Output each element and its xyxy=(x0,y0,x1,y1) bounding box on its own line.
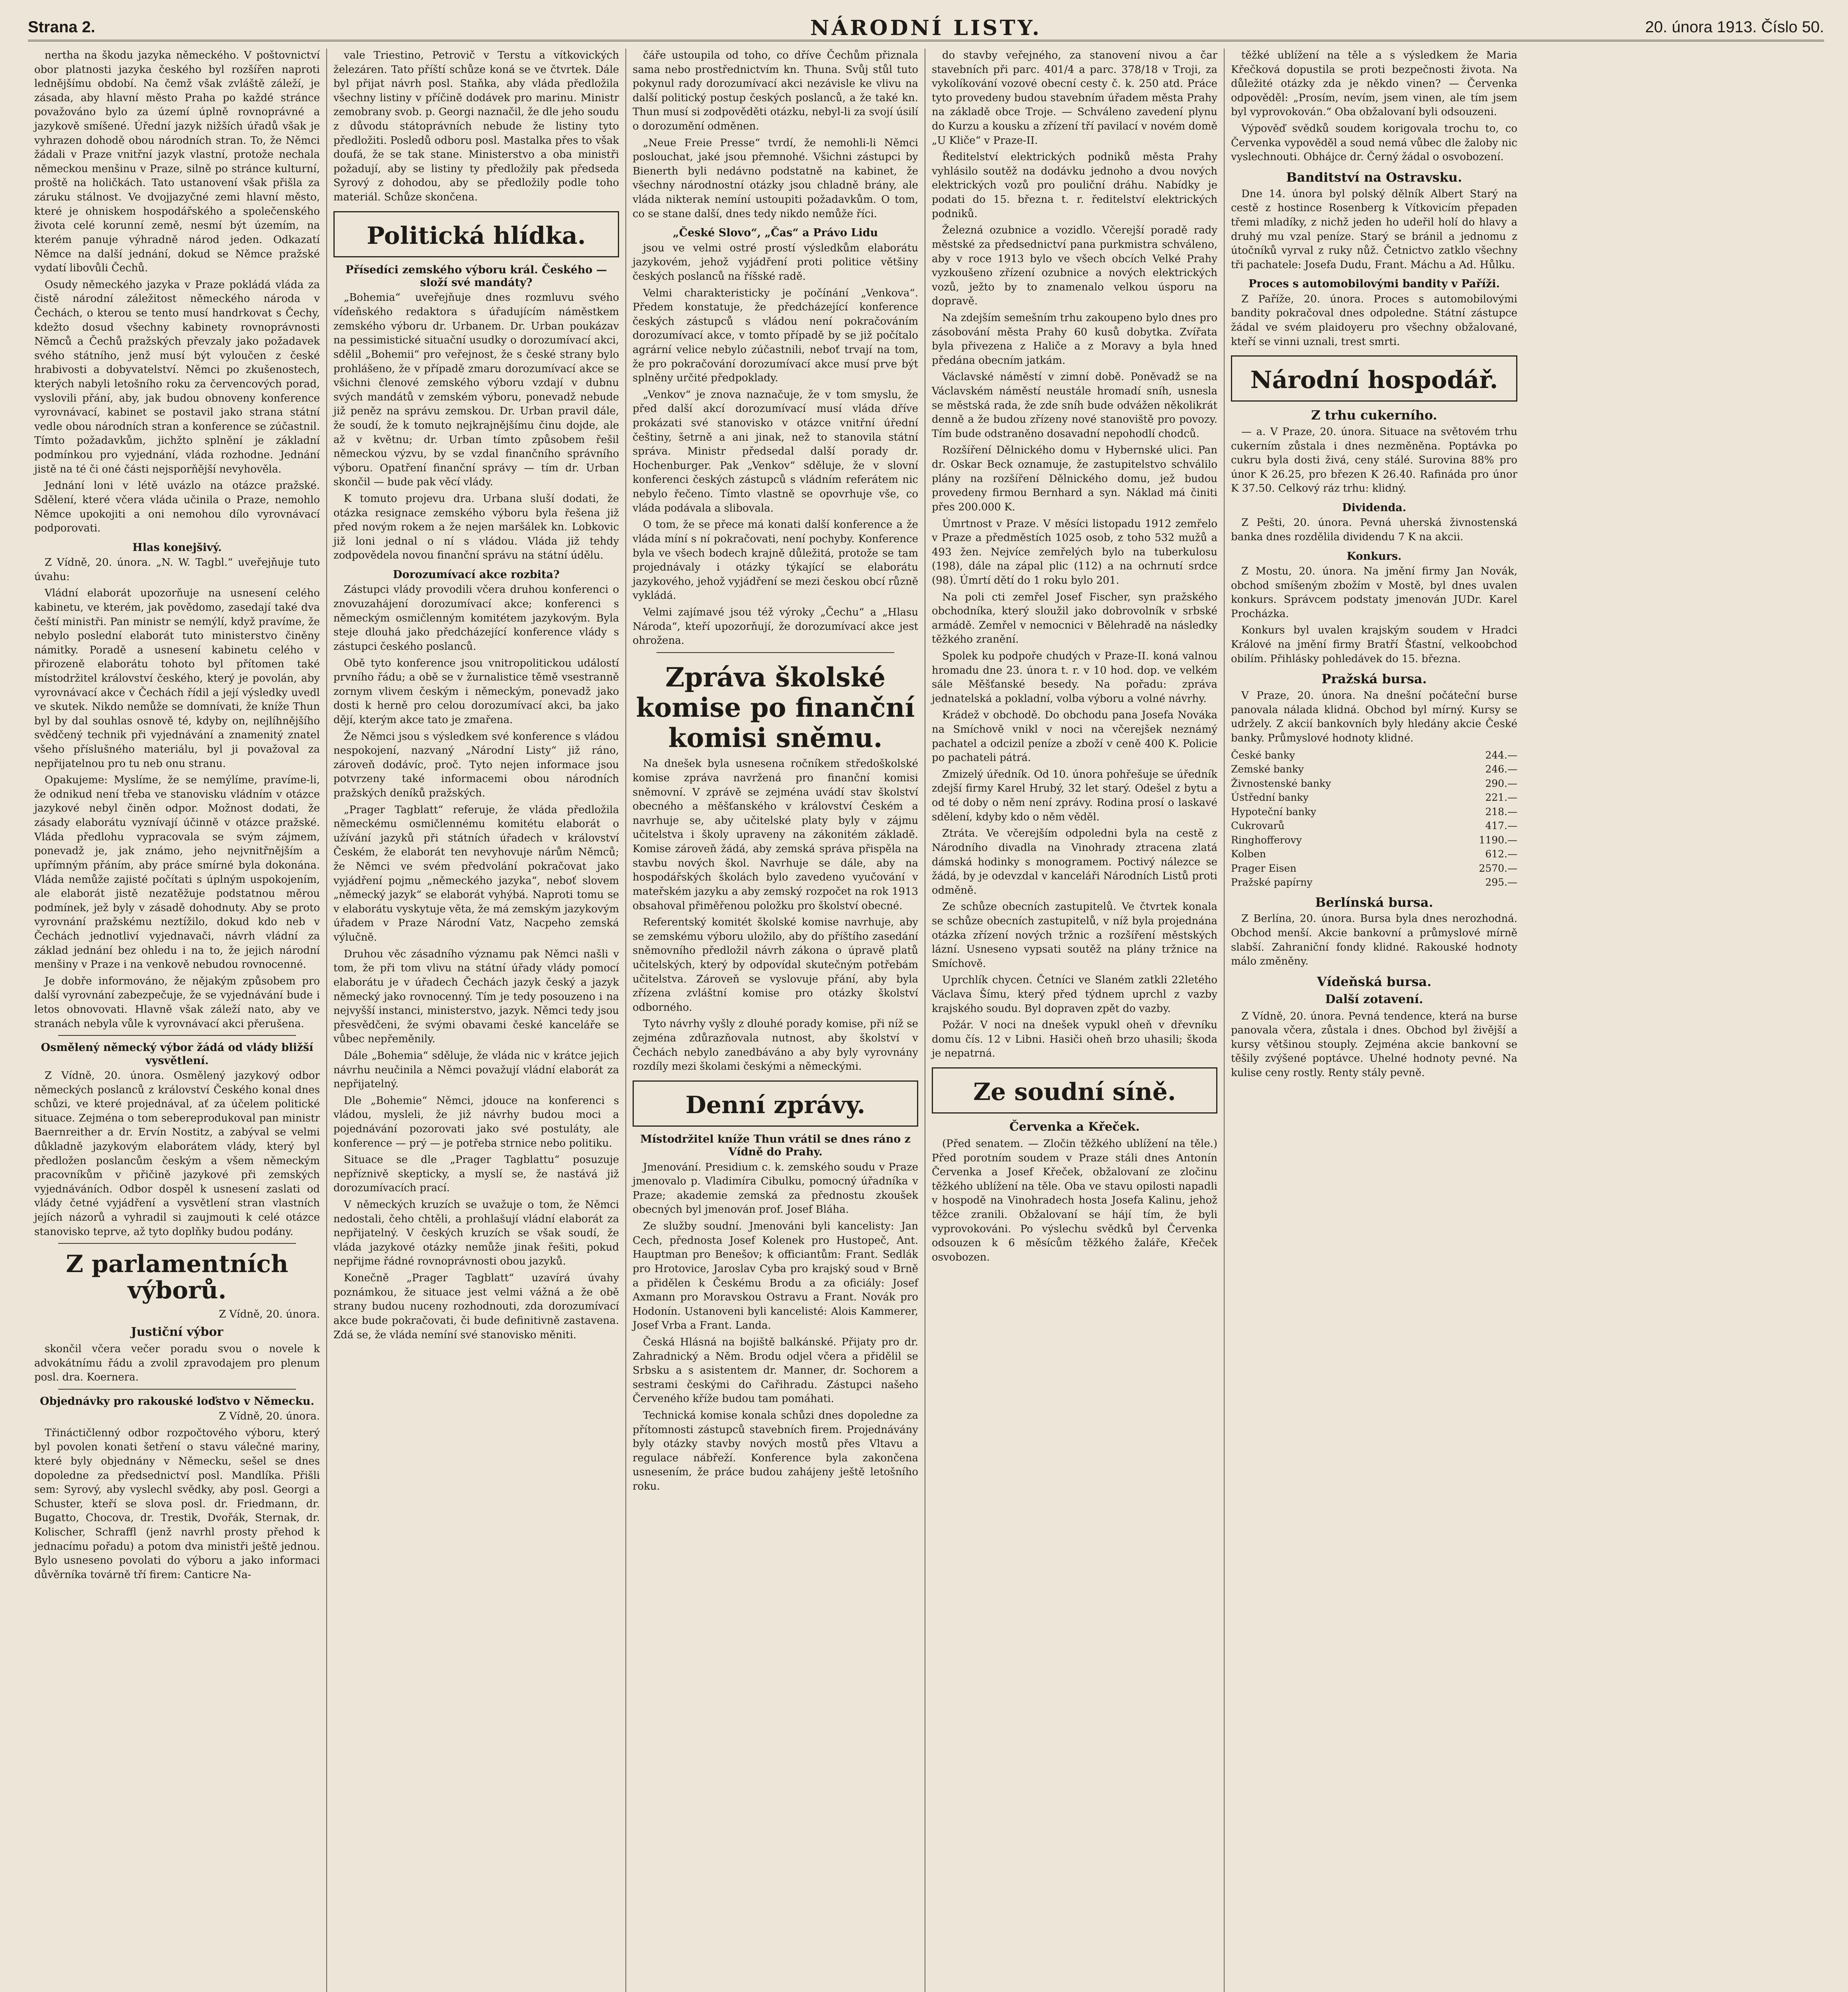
stock-name: Pražské papírny xyxy=(1231,876,1313,888)
page-number: Strana 2. xyxy=(28,18,95,36)
article-text: Vládní elaborát upozorňuje na usnesení celého kabinetu, ve kterém, jak povědomo, zasedají také dva čeští ministři. Pan ministr se nemýlí, když pravíme, že nebylo poslední elaborát tuto ministerstvo činěny námitky. Poradě a usnesení kabinetu celého v přirozeně elaborátu tohoto byl přítomen také místodržitel království českého, který je povolán, aby vyrovnávací akce v Čechách řídil a její výsledky uvedl ve skutek. Nikdo nemůže se domnívati, že kníže Thun byl by dal souhlas osnově té, kdyby on, nejlíhnějšího svědčený technik při vyjednávání a znamenitý znatel všeho příslušného materiálu, byl ji považoval za nepřijatelnou pro tu neb onu stranu. xyxy=(34,587,320,770)
article-heading: Z trhu cukerního. xyxy=(1311,408,1437,423)
article-text: O tom, že se přece má konati další konference a že vláda míní s ní pokračovati, není pochyby. Konference byla ve všech bodech krajně důležitá, protože se tam projednávaly i otázky týkající se elaborátu jazykového, jehož vyjádření se mezi českou obcí různě vykládá. xyxy=(633,519,918,602)
stock-row xyxy=(1231,861,1517,876)
politics-box xyxy=(333,211,619,257)
article-heading: Proces s automobilovými bandity v Paříži. xyxy=(1248,278,1500,290)
article-text: Velmi zajímavé jsou též výroky „Čechu“ a „Hlasu Národa“, kteří upozorňují, že dorozumívací akce jest ohrožena. xyxy=(633,606,918,647)
article-text: Dne 14. února byl polský dělník Albert Starý na cestě z hostince Rosenberg k Vítkovicím přepaden třemi mladíky, z nichž jeden ho udeřil holí do hlavy a druhý mu vzal peníze. Starý se bránil a jednomu z útočníků vyrval z ruky nůž. Četnictvo zatklo všechny tři pachatele: Josefa Dudu, Frant. Máchu a Ad. Hůlku. xyxy=(1231,188,1517,271)
stock-name: Hypoteční banky xyxy=(1231,806,1317,818)
column-4 xyxy=(925,49,1225,1992)
article-text: Jednání loni v létě uvázlo na otázce pražské. Sdělení, které včera vláda učinila o Praze, nemohlo Němce upokojiti a oni nemohou dílo vyrovnávací podporovati. xyxy=(34,480,320,535)
stock-row xyxy=(1231,776,1517,791)
article-text: Z Paříže, 20. února. Proces s automobilovými bandity pokračoval dnes odpoledne. Státní zástupce žádal ve svém plaidoyeru pro všechny obžalované, kteří se vinni uznali, trest smrti. xyxy=(1231,293,1517,348)
article-text: vale Triestino, Petrovič v Terstu a vítkovických železáren. Tato příští schůze koná se ve čtvrtek. Dále byl přijat návrh posl. Staňka, aby vláda předložila všechny listiny v příčině dodávek pro marinu. Ministr zemobrany svob. p. Georgi naznačil, že dle jeho soudu z důvodu státoprávních nebude že listiny tyto předložiti. Posledů odboru posl. Mastalka přes to však doufá, že se tak stane. Ministerstvo a oba ministři požadují, aby se listiny ty předložily pak předseda Syrový z dohodou, aby se předložily podle toho materiál. Schůze skončena. xyxy=(333,49,619,204)
article-text: Z Pešti, 20. února. Pevná uherská živnostenská banka dnes rozdělila dividendu 7 K na akcii. xyxy=(1231,517,1517,543)
article-text: Spolek ku podpoře chudých v Praze-II. koná valnou hromadu dne 23. února t. r. v 10 hod. dop. ve velkém sále Měšťanské besedy. Na pořadu: zpráva jednatelská a pokladní, volba výboru a volné návrhy. xyxy=(932,650,1217,705)
divider xyxy=(58,1243,296,1244)
stock-value: 221.— xyxy=(1485,792,1517,803)
article-text: K tomuto projevu dra. Urbana sluší dodati, že otázka resignace zemského výboru byla řešena již před novým rokem a že nejen maršálek kn. Lobkovic již loni jednal o ní s vládou. Vláda již tehdy zodpovědela novou finanční správu na státní údělu. xyxy=(333,493,619,562)
article-text: jsou ve velmi ostré prostí výsledkům elaborátu jazykovém, jehož vyjádření proti politice většiny českých poslanců na říšské radě. xyxy=(633,242,918,282)
section-heading: Zpráva školské komise po finanční komisi sněmu. xyxy=(636,661,915,753)
stock-value: 290.— xyxy=(1485,777,1517,789)
stock-name: Cukrovarů xyxy=(1231,820,1285,831)
section-heading: Ze soudní síně. xyxy=(973,1078,1176,1106)
issue-date: 20. února 1913. Číslo 50. xyxy=(1645,18,1824,36)
article-text: Třináctičlenný odbor rozpočtového výboru, který byl povolen konati šetření o stavu válečné mariny, které byly objednány v Německu, sešel se dnes dopoledne za předsednictví posl. Mandlíka. Přišli sem: Syrový, aby vyslechl svědky, aby posl. Georgi a Schuster, kteří se slova posl. dr. Friedmann, dr. Bugatto, Chocova, dr. Trestik, Dvořák, Sternak, dr. Kolischer, Schraffl (jenž navrhl prosty přehod k jednacímu pořadu) a potom dva ministři ještě jednou. Bylo usneseno povolati do výboru a jako informaci důvěrníka továrně tří firem: Canticre Na- xyxy=(34,1427,320,1581)
article-subheading: Další zotavení. xyxy=(1325,992,1423,1006)
article-text: „Prager Tagblatt“ referuje, že vláda předložila německému osmičlennému komitétu elaborát o užívání jazyků při státních úřadech v království Českém, že elaborát ten nevyhovuje nárům Němců; že Němci ve svém předvolání pokračovat jako vyjádření pojmu „německého jazyka“, neboť slovem „německý jazyk“ se elaborát vyhýbá. Naproti tomu se v elaborátu vyskytuje věta, že má zemským jazykovým úřadem v Praze Národní Vatz, Nacpeho zemská výlučně. xyxy=(333,804,619,944)
stock-name: Ústřední banky xyxy=(1231,792,1309,803)
article-heading: Konkurs. xyxy=(1346,550,1402,563)
article-text: Na poli cti zemřel Josef Fischer, syn pražského obchodníka, který sloužil jako dobrovolník v srbské armádě. Zemřel v nemocnici v Bělehradě na následky těžkého zranění. xyxy=(932,591,1217,646)
article-text: Požár. V noci na dnešek vypukl oheň v dřevníku domu čís. 12 v Libni. Hasiči oheň brzo uhasili; škoda je nepatrná. xyxy=(932,1019,1217,1060)
article-text: do stavby veřejného, za stanovení nivou a čar stavebních při parc. 401/4 a parc. 378/18 v Troji, za vykolíkování vozové obecní cesty č. k. 250 atd. Práce tyto provedeny budou stavebním úřadem města Prahy na základě obce Troje. — Schváleno zavedení plynu do Kurzu a kousku a zřízení tří pavilací v novém domě „U Kliče“ v Praze-II. xyxy=(932,49,1217,147)
article-text: Ze služby soudní. Jmenováni byli kancelisty: Jan Cech, přednosta Josef Kolenek pro Hustopeč, Ant. Hauptman pro Benešov; k officiantům: Frant. Sedlák pro Hrotovice, Jaroslav Cyba pro krajský soud v Brně a přidělen k Českému Brodu a za oficiály: Josef Axmann pro Moravskou Ostravu a Frant. Novák pro Hodonín. Ustanoveni byli kancelisté: Alois Kammerer, Josef Vrba a Frant. Landa. xyxy=(633,1220,918,1332)
stock-value: 244.— xyxy=(1485,749,1517,761)
stock-row xyxy=(1231,833,1517,847)
article-text: Tyto návrhy vyšly z dlouhé porady komise, při níž se zejména zdůrazňovala nutnost, aby školství v Čechách nebylo zanedbáváno a aby byly vyrovnány rozdíly mezi školami českými a německými. xyxy=(633,1018,918,1073)
article-text: Konkurs byl uvalen krajským soudem v Hradci Králové na jmění firmy Bratří Šťastní, velkoobchod obilím. Přihlásky pohledávek do 15. března. xyxy=(1231,624,1517,665)
article-heading: Dorozumívací akce rozbita? xyxy=(393,569,560,581)
stock-value: 218.— xyxy=(1485,806,1517,818)
article-text: Uprchlík chycen. Četníci ve Slaném zatkli 22letého Václava Šímu, který před týdnem uprchl z vazby krajského soudu. Byl dopraven zpět do vazby. xyxy=(932,974,1217,1015)
article-text: čáře ustoupila od toho, co dříve Čechům přiznala sama nebo prostřednictvím kn. Thuna. Svůj stůl tuto pokynul rady dorozumívací akci nezávisle ke vlivu na další politický postup českých poslanců, a že také kn. Thun musí si zodpověděti otázku, nebyl-li za svojí úsilí o dorozumění odměnen. xyxy=(633,49,918,133)
article-text: „Neue Freie Presse“ tvrdí, že nemohli-li Němci poslouchat, jaké jsou přemnohé. Všichni zástupci by Bienerth byli nedávno podstatně na kabinet, že všechny národnostní otázky jsou chladně brány, ale vláda nikterak nemíní ustoupiti požadavkům. O tom, co se stane další, dnes tedy nikdo nemůže říci. xyxy=(633,137,918,220)
section-heading: Národní hospodář. xyxy=(1250,366,1498,394)
article-text: Zástupci vlády provodili včera druhou konferenci o znovuzahájení dorozumívací akce; konferenci s německým osmičlenným komitétem jazykovým. Byla steje dlouhá jako předcházející konference vlády s zástupci českého poslanců. xyxy=(333,584,619,653)
article-text: Železná ozubnice a vozidlo. Včerejší poradě rady městské za předsednictví pana purkmistra schváleno, aby v roce 1913 bylo ve všech obcích Velké Prahy vyzkoušeno zřízení ozubnice a nových elektrických vozů, ježto by to znamenalo velkou úsporu na dopravě. xyxy=(932,224,1217,308)
article-heading: Berlínská bursa. xyxy=(1315,894,1433,910)
article-text: těžké ublížení na těle a s výsledkem že Maria Křečková dopustila se proti bezpečnosti života. Na důležité otázky zda je někdo vinen? — Červenka odpověděl: „Prosím, nevím, jsem vinen, ale tím jsem byl vyprovokován.“ Oba obžalovaní byli odsouzeni. xyxy=(1231,49,1517,118)
article-subheading: Červenka a Křeček. xyxy=(1009,1120,1140,1134)
article-text: Václavské náměstí v zimní době. Poněvadž se na Václavském náměstí neustále hromadí sníh, usnesla se městská rada, že zde sníh bude odvážen několikrát denně a že budou zřízeny nové stanoviště pro povozy. Tím bude odstraněno dosavadní nepohodlí chodců. xyxy=(932,371,1217,440)
stock-name: Kolben xyxy=(1231,848,1266,860)
dateline: Z Vídně, 20. února. xyxy=(219,1410,320,1423)
article-text: Krádež v obchodě. Do obchodu pana Josefa Nováka na Smíchově vnikl v noci na včerejšek neznámý pachatel a odcizil peníze a zboží v ceně 400 K. Policie po pachateli pátrá. xyxy=(932,709,1217,764)
article-text: skončil včera večer poradu svou o novele k advokátnímu řádu a zvolil zpravodajem pro plenum posl. dra. Koernera. xyxy=(34,1343,320,1384)
stock-row xyxy=(1231,762,1517,776)
news-box xyxy=(633,1080,918,1127)
article-text: Na zdejším semešním trhu zakoupeno bylo dnes pro zásobování města Prahy 60 kusů dobytka. Zvířata byla přivezena z Haliče a z Moravy a byla hned předána obecním jatkám. xyxy=(932,312,1217,367)
article-text: — a. V Praze, 20. února. Situace na světovém trhu cukerním zůstala i dnes nezměněna. Poptávka po cukru byla dosti živá, ceny stálé. Surovina 88% pro únor K 26.25, pro březen K 26.40. Rafináda pro únor K 37.50. Celkový ráz trhu: klidný. xyxy=(1231,425,1517,495)
newspaper-title: NÁRODNÍ LISTY. xyxy=(810,16,1042,40)
article-text: Je dobře informováno, že nějakým způsobem pro další vyrovnání zabezpečuje, že se vyjednávání bude i letos obnovovati. Hlavně však záleží nato, aby ve stranách nebyla vůle k vyrovnávací akci přerušena. xyxy=(34,975,320,1030)
stock-row xyxy=(1231,819,1517,833)
article-heading: Pražská bursa. xyxy=(1321,671,1427,687)
section-heading: Z parlamentních výborů. xyxy=(66,1250,288,1305)
article-text: (Před senatem. — Zločin těžkého ublížení na těle.) Před porotním soudem v Praze stáli dnes Antonín Červenka a Josef Křeček, obžalovaní ze zločinu těžkého ublížení na těle. Oba ve stavu opilosti napadli v hospodě na Vinohradech hosta Josefa Kalinu, jehož těžce zranili. Obžalovaní se hájí tím, že byli vyprovokováni. Po výslechu svědků byl Červenka odsouzen k 6 měsícům těžkého žaláře, Křeček osvobozen. xyxy=(932,1138,1217,1263)
stock-name: České banky xyxy=(1231,749,1295,761)
column-1 xyxy=(28,49,327,1992)
section-heading: Denní zprávy. xyxy=(685,1091,866,1119)
article-text: Ze schůze obecních zastupitelů. Ve čtvrtek konala se schůze obecních zastupitelů, v níž byla projednána otázka zřízení nových tržnic a rozšíření městských lázní. Usneseno vypsati soutěž na plány tržnice na Smíchově. xyxy=(932,901,1217,970)
article-heading: Objednávky pro rakouské loďstvo v Německu. xyxy=(40,1395,314,1408)
article-text: Na dnešek byla usnesena ročníkem středoškolské komise zpráva navržená pro finanční komisi sněmovní. V zprávě se zejména uvádí stav školství obecného a měšťanského v království Českém a navrhuje se, aby učitelské platy byly v zájmu učitelstva i školy upraveny na zákonitém základě. Komise zároveň žádá, aby zemská správa přispěla na stavbu nových škol. Navrhuje se dále, aby na hospodářských školách bylo zavedeno vyučování v mateřském jazyku a aby zemský rozpočet na rok 1913 obsahoval přiměřenou položku pro školství obecné. xyxy=(633,758,918,912)
stock-row xyxy=(1231,748,1517,763)
article-text: Dle „Bohemie“ Němci, jdouce na konferenci s vládou, mysleli, že již návrhy budou moci a pojednávání pozorovati jako své postuláty, ale konference — prý — je potřeba strnice nebo politiku. xyxy=(333,1094,619,1149)
article-text: Obě tyto konference jsou vnitropolitickou událostí prvního řádu; a obě se v žurnalistice těmě vsestranně zornym vlivem českým i německým, ponevadž jako dosti k herně pro celou dorozumívací akci, ba jako dějí, kterým akce tato je zmařena. xyxy=(333,657,619,726)
article-text: Dále „Bohemia“ sděluje, že vláda nic v krátce jejich návrhu neučinila a Němci považují vládní elaborát za nepřijatelný. xyxy=(333,1049,619,1090)
dateline: Z Vídně, 20. února. „N. W. Tagbl.“ uveřejňuje tuto úvahu: xyxy=(34,557,320,583)
article-text: Zmizelý úředník. Od 10. února pohřešuje se úředník zdejší firmy Karel Hrubý, 32 let starý. Odešel z bytu a od té doby o něm není zprávy. Rodina prosí o laskavé sdělení, kdyby kdo o něm věděl. xyxy=(932,768,1217,823)
article-heading: Osmělený německý výbor žádá od vlády bližší vysvětlení. xyxy=(41,1041,314,1067)
article-text: Konečně „Prager Tagblatt“ uzavírá úvahy poznámkou, že situace jest velmi vážná a že obě strany budou nuceny rozhodnouti, zda dorozumívací akce bude pokračovati, či bude definitivně zastavena. Zdá se, že vláda nemíní své stanovisko měniti. xyxy=(333,1272,619,1341)
court-box xyxy=(932,1067,1217,1114)
stock-value: 2570.— xyxy=(1479,862,1517,874)
article-text: Česká Hlásná na bojiště balkánské. Přijaty pro dr. Zahradnický a Něm. Brodu odjel včera a přidělil se Srbsku a s asistentem dr. Manner, dr. Sochorem a sestrami českými do Cařihradu. Zástupci našeho Červeného kříže budou tam pomáhati. xyxy=(633,1336,918,1405)
stock-row xyxy=(1231,875,1517,890)
section-heading: Politická hlídka. xyxy=(366,222,586,250)
article-heading: Přísedíci zemského výboru král. Českého — složí své mandáty? xyxy=(345,263,607,289)
stock-row xyxy=(1231,790,1517,805)
article-text: Rozšíření Dělnického domu v Hybernské ulici. Pan dr. Oskar Beck oznamuje, že zastupitelstvo schválilo plány na rozšíření Dělnického domu, jež budou provedeny firmou Bernhard a syn. Náklad má činiti přes 200.000 K. xyxy=(932,444,1217,513)
divider xyxy=(58,1389,296,1390)
article-text: Z Vídně, 20. února. Pevná tendence, která na burse panovala včera, zůstala i dnes. Obchod byl živější a kursy většinou stouply. Zejména akcie bankovní se těšily zvýšené poptávce. Uhelné hodnoty pevné. Na kulise ceny rostly. Renty stály pevně. xyxy=(1231,1010,1517,1079)
stock-name: Zemské banky xyxy=(1231,763,1304,775)
stock-value: 417.— xyxy=(1485,820,1517,831)
column-5 xyxy=(1225,49,1524,1992)
article-text: Referentský komitét školské komise navrhuje, aby se zemskému výboru uložilo, aby do příštího zasedání sněmovního předložil návrh zákona o úpravě platů učitelských, který by odpovídal skutečným potřebám učitelstva. Zároveň se vyslovuje přání, aby byla zřízena zvláštní komise pro otázky školství odborného. xyxy=(633,916,918,1014)
stock-name: Prager Eisen xyxy=(1231,862,1297,874)
article-text: „Bohemia“ uveřejňuje dnes rozmluvu svého vídeňského redaktora s úřadujícím náměstkem zemského výboru dr. Urbanem. Dr. Urban poukázav na pessimistické situační usudky o dorozumívací akci, sdělil „Bohemii“ pro veřejnost, že s české strany bylo prohlášeno, že v případě zmaru dorozumívací akce se všichni členové zemského výboru vzdají v dubnu svých mandátů v zemském výboru, ponevadž nebude již peněz na správu zemskou. Dr. Urban pravil dále, že soudí, že k tomuto nejkrajnějšímu činu dojde, ale až v květnu; dr. Urban tímto způsobem řešil německou výzvu, by se vzdal finančního správního výboru. Opatření finanční správy — tím dr. Urban skončil — bude pak věcí vlády. xyxy=(333,292,619,488)
stock-value: 295.— xyxy=(1485,876,1517,888)
stock-name: Ringhofferovy xyxy=(1231,834,1302,846)
stock-name: Živnostenské banky xyxy=(1231,777,1331,789)
article-text: Z Mostu, 20. února. Na jmění firmy Jan Novák, obchod smíšeným zbožím v Mostě, byl dnes uvalen konkurs. Správcem podstaty jmenován JUDr. Karel Procházka. xyxy=(1231,565,1517,620)
article-heading: Hlas konejšivý. xyxy=(132,541,222,554)
article-subheading: Justiční výbor xyxy=(131,1325,223,1339)
masthead xyxy=(28,16,1824,41)
article-text: Situace se dle „Prager Tagblattu“ posuzuje nepříznivě skepticky, a myslí se, že nastává již dorozumívacích prací. xyxy=(333,1154,619,1194)
article-text: Výpověď svědků soudem korigovala trochu to, co Červenka vypověděl a soud nemá vůbec dle žaloby nic vyslechnouti. Obhájce dr. Černý žádal o osvobození. xyxy=(1231,123,1517,163)
article-text: Z Berlína, 20. února. Bursa byla dnes nerozhodná. Obchod menší. Akcie bankovní a průmyslové mírně slabší. Zahraniční fondy klidné. Rakouské hodnoty málo změněny. xyxy=(1231,913,1517,968)
article-text: Z Vídně, 20. února. Osmělený jazykový odbor německých poslanců z království Českého konal dnes schůzi, ve které projednával, ať za účelem politické situace. Zejména o tom sebereprodukoval pan ministr Baernreither a dr. Ervín Nostitz, a zabýval se velmi důkladně jazykovým elaborátem vlády, který byl předložen poslancům českým a všem německým pracovníkům v přičině jazykové při zemských vyjednáváních. Odbor dospěl k usnesení zaslati od vlády četné vyjádření a vysvětlení stran vlastních jejích názorů a vyhradil si zaujmouti k celé otázce stanovisko teprve, až tyto doplňky budou podány. xyxy=(34,1070,320,1238)
article-text: Ztráta. Ve včerejším odpoledni byla na cestě z Národního divadla na Vinohrady ztracena zlatá dámská hodinky s monogramem. Poctivý nálezce se žádá, by je odevzdal v kanceláři Národních Listů proti odměně. xyxy=(932,827,1217,896)
article-text: Osudy německého jazyka v Praze pokládá vláda za čistě národní záležitost německého národa v Čechách, o kterou se tento musí handrkovat s Čechy, kdežto dosud všechny kabinety rovnoprávnosti Němců a Čechů pražských převzaly jako požadavek svého státního, jenž musí být vyloučen z české hrabivosti a dobyvatelství. Němci po zkušenostech, kterých nabyli letošního roku za červencových porad, vyslovili přání, aby, jak budou obnoveny konference vyrovnávací, kabinet se postavil jako strana státní vedle obou národních stran a konference se zúčastnil. Tímto požadavkům, jichžto splnění je základní podmínkou pro vyjednání, vláda rozhodne. Jednání jistě na té či oné části nejsporňější nevyhověla. xyxy=(34,278,320,475)
article-heading: Dividenda. xyxy=(1342,502,1407,514)
divider xyxy=(58,1035,296,1036)
article-text: Velmi charakteristicky je počínání „Venkova“. Předem konstatuje, že předcházející konference českých zástupců s vládou není pokračováním dorozumívací akce, v tomto případě by se již počítalo agrární velice nebylo zúčastnili, neboť trvají na tom, že pro pokračování dorozumívací akce musí prve být splněny určité předpoklady. xyxy=(633,287,918,384)
stock-list xyxy=(1231,748,1517,890)
article-text: Opakujeme: Myslíme, že se nemýlíme, pravíme-li, že odnikud není třeba ve stanovisku vládním v otázce jazykové nebyl činěn odpor. Možnost dodati, že zásady elaborátu vyznívají účinně v otázce pražské. Vláda předlohu vypracovala se svým zájmem, ponevadž je, jak známo, jeho nejvnitřnějším a upřímným přáním, aby práce smírné byla dokonána. Vláda nemůže zajisté počítati s úplným uspokojením, ale elaborát jistě nezatěžuje podstatnou měrou podmínek, jež byly v zásadě dohodnuty. Aby se proto vyrovnání pražskému neztížilo, dokud kdo neb v Čechách jednotliví vyjednavači, návrh vládní za základ jednání bez ohledu i na to, že jejich národní menšiny v Praze i na venkově nebudou rovnocenné. xyxy=(34,774,320,971)
stock-row xyxy=(1231,805,1517,819)
article-text: Jmenování. Presidium c. k. zemského soudu v Praze jmenovalo p. Vladimíra Cibulku, pomocný úřadníka v Praze; akademie zemská za přednostu zkoušek obecných byl jmenován prof. Josef Bláha. xyxy=(633,1161,918,1216)
dateline: Z Vídně, 20. února. xyxy=(219,1308,320,1321)
stock-row xyxy=(1231,847,1517,861)
divider xyxy=(657,652,894,653)
article-text: Druhou věc zásadního významu pak Němci našli v tom, že při tom vlivu na státní úřady vlády pomocí elaborátu je v úřadech Čechách jazyk český a jazyk německý jako rovnocenný. Tím je tedy posouzeno i na nejvyšší instanci, ministerstvo, jazyk. Němci tedy jsou přesvědčeni, že svými obavami české kanceláře se vůbec nepřeměnily. xyxy=(333,948,619,1045)
article-text: Úmrtnost v Praze. V měsíci listopadu 1912 zemřelo v Praze a předměstích 1025 osob, z toho 532 mužů a 493 žen. Nejvíce zemřelých bylo na tuberkulosu (198), dále na zápal plic (112) a na ochrnutí srdce (98). Úmrtí dětí do 1 roku bylo 201. xyxy=(932,518,1217,586)
article-text: Že Němci jsou s výsledkem své konference s vládou nespokojení, nazvaný „Národní Listy“ již ráno, zároveň dodávíc, proč. Tyto nejen informace jsou potvrzeny také informacemi obou národních pražských deníků pražských. xyxy=(333,730,619,799)
article-text: „Venkov“ je znova naznačuje, že v tom smyslu, že před další akcí dorozumívací musí vláda dříve prokázati své stanovisko v otázce vnitřní úřední češtiny, šetrně a ani jinak, než to stanovila státní správa. Ministr předsedal další porady dr. Hochenburger. Pak „Venkov“ sděluje, že v slovní konferenci českých zástupců s vládním referátem nic nebylo řečeno. Tímto vlastně se opovrhuje vše, co vláda podávala a slibovala. xyxy=(633,388,918,514)
article-text: Technická komise konala schůzi dnes dopoledne za přítomnosti zástupců stavebních firem. Projednávány byly otázky stavby nových mostů přes Vltavu a regulace nábřeží. Konference byla zakončena usnesením, že práce budou zahájeny ještě letošního roku. xyxy=(633,1409,918,1493)
article-heading: Místodržitel kníže Thun vrátil se dnes ráno z Vídně do Prahy. xyxy=(640,1133,911,1159)
column-2 xyxy=(327,49,626,1992)
article-text: V německých kruzích se uvažuje o tom, že Němci nedostali, čeho chtěli, a prohlašují vládní elaborát za nepřijatelný. V českých kruzích se však soudí, že vláda jazykové otázky nemůže jinak řešiti, pokud nepřijme řádné rovnoprávnosti obou jazyků. xyxy=(333,1199,619,1268)
article-heading: „České Slovo“, „Čas“ a Právo Lidu xyxy=(673,227,878,239)
article-heading: Vídeňská bursa. xyxy=(1317,974,1432,989)
article-text: nertha na škodu jazyka německého. V poštovnictví obor platnosti jazyka českého byl rozšířen naproti lednějšímu období. Na čemž však zvláště záleží, je zásada, aby hlavní město Praha po každé stránce považováno bylo za území úplně rovnoprávné a jazykově smíšené. Úřední jazyk nižších úřadů však je vyhrazen dohodě obou národních stran. To, že Němci žádali v Praze vnitřní jazyk vlastní, protože nechala německou menšinu v Praze, silně po stránce kulturní, proště na holičkách. Tato ustanovení však přišla za záruku stálnost. Ve dvojjazyčné zemi hlavní město, které je ohniskem hospodářského a společenského života celé korunní země, nesmí být územím, na kterém panuje výhradně národ jeden. Odkazatí Němce na další jednání, dokud se Němce pražské vydatí libovůli Čechů. xyxy=(34,49,320,274)
stock-value: 612.— xyxy=(1485,848,1517,860)
article-heading: Banditství na Ostravsku. xyxy=(1286,169,1462,185)
column-3 xyxy=(626,49,925,1992)
article-text: V Praze, 20. února. Na dnešní počáteční burse panovala nálada klidná. Obchod byl mírný. Kursy se udržely. Z akcií bankovních byly hledány akcie České banky. Průmyslové hodnoty klidné. xyxy=(1231,690,1517,744)
columns xyxy=(28,49,1824,1992)
stock-value: 246.— xyxy=(1485,763,1517,775)
economy-box xyxy=(1231,355,1517,402)
article-text: Ředitelství elektrických podniků města Prahy vyhlásilo soutěž na dodávku jednoho a dvou nových elektrických vozů pro pouliční dráhu. Nabídky je podati do 15. března t. r. ředitelství elektrických podniků. xyxy=(932,151,1217,220)
stock-value: 1190.— xyxy=(1479,834,1517,846)
